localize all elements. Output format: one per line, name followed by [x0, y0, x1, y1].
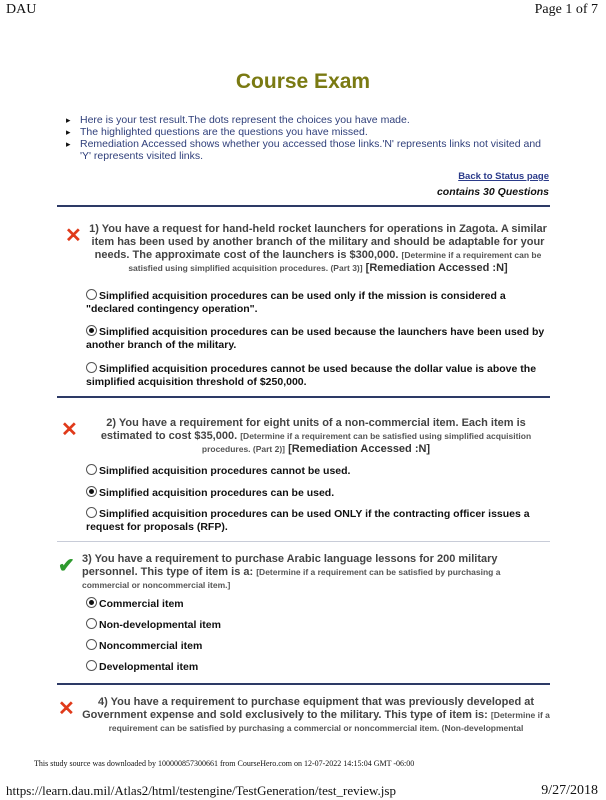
radio-button[interactable] — [86, 289, 97, 300]
page-number: Page 1 of 7 — [534, 2, 598, 17]
answer-option-selected[interactable] — [86, 486, 550, 500]
x-icon: ✕ — [65, 225, 82, 247]
radio-button[interactable] — [86, 639, 97, 650]
header-left: DAU — [6, 2, 37, 17]
answer-option[interactable] — [86, 464, 550, 478]
instruction-item: ▸ Remediation Accessed shows whether you accessed those links.'N' represents links not visited and 'Y' represents visited links. — [80, 138, 550, 162]
radio-button-selected[interactable] — [86, 325, 97, 336]
question-3-text — [82, 553, 550, 592]
option-label: Noncommercial item — [99, 640, 203, 652]
answer-option-selected[interactable] — [86, 325, 550, 352]
answer-option[interactable] — [86, 660, 550, 674]
checkmark-icon: ✔ — [58, 555, 75, 577]
divider — [57, 541, 550, 542]
answer-option-selected[interactable] — [86, 597, 550, 611]
question-hint: [Determine if a requirement can be satisfied by purchasing a commercial or noncommercial item. (Non-developmental — [108, 710, 550, 733]
question-count: contains 30 Questions — [436, 186, 549, 198]
option-label: Commercial item — [99, 598, 184, 610]
remediation-status: [Remediation Accessed :N] — [288, 443, 431, 455]
option-label: Simplified acquisition procedures cannot be used because the dollar value is above the simplified acquisition threshold of $250,000. — [86, 363, 537, 388]
question-hint: [Determine if a requirement can be satisfied using simplified acquisition procedures. (Part 3)] — [128, 250, 542, 273]
divider — [57, 396, 550, 398]
x-icon: ✕ — [61, 419, 78, 441]
print-date: 9/27/2018 — [541, 783, 598, 798]
question-text: 3) You have a requirement to purchase Arabic language lessons for 200 military personnel. This type of item is a: — [82, 553, 498, 578]
radio-button[interactable] — [86, 362, 97, 373]
x-icon: ✕ — [58, 698, 75, 720]
question-hint: [Determine if a requirement can be satisfied by purchasing a commercial or noncommercial item.] — [82, 567, 501, 590]
question-hint: [Determine if a requirement can be satisfied using simplified acquisition procedures. (Part 2)] — [201, 431, 532, 454]
radio-button[interactable] — [86, 464, 97, 475]
divider — [57, 205, 550, 207]
option-label: Developmental item — [99, 661, 199, 673]
question-2-text — [82, 417, 550, 456]
answer-option[interactable] — [86, 362, 550, 389]
radio-button-selected[interactable] — [86, 597, 97, 608]
answer-option[interactable] — [86, 618, 550, 632]
answer-option[interactable] — [86, 639, 550, 653]
answer-option[interactable] — [86, 289, 550, 316]
question-text: 4) You have a requirement to purchase equipment that was previously developed at Government expense and sold exclusively to the military. This type of item is: — [82, 696, 535, 721]
option-label: Simplified acquisition procedures cannot be used. — [99, 465, 351, 477]
question-text: 2) You have a requirement for eight units of a non-commercial item. Each item is estimated to cost $35,000. — [100, 417, 526, 442]
question-4-text — [82, 696, 550, 734]
back-to-status-link[interactable]: Back to Status page — [458, 171, 549, 182]
radio-button[interactable] — [86, 660, 97, 671]
instructions-list — [80, 114, 550, 162]
radio-button-selected[interactable] — [86, 486, 97, 497]
option-label: Simplified acquisition procedures can be used ONLY if the contracting officer issues a request for proposals (RFP). — [86, 508, 530, 533]
radio-button[interactable] — [86, 507, 97, 518]
page-url: https://learn.dau.mil/Atlas2/html/testengine/TestGeneration/test_review.jsp — [6, 783, 396, 798]
option-label: Simplified acquisition procedures can be used. — [99, 487, 335, 499]
page-title: Course Exam — [235, 70, 371, 93]
radio-button[interactable] — [86, 618, 97, 629]
divider — [57, 683, 550, 685]
instruction-item: ▸ The highlighted questions are the questions you have missed. — [80, 126, 550, 138]
option-label: Simplified acquisition procedures can be used because the launchers have been used by another branch of the military. — [86, 326, 545, 351]
option-label: Non-developmental item — [99, 619, 221, 631]
instruction-item: ▸ Here is your test result.The dots represent the choices you have made. — [80, 114, 550, 126]
question-1-text — [86, 223, 550, 275]
remediation-status: [Remediation Accessed :N] — [365, 262, 508, 274]
answer-option[interactable] — [86, 507, 550, 534]
download-notice: This study source was downloaded by 100000857300661 from CourseHero.com on 12-07-2022 14:15:04 GMT -06:00 — [34, 759, 415, 768]
option-label: Simplified acquisition procedures can be used only if the mission is considered a "declared contingency operation". — [86, 290, 506, 315]
question-text: 1) You have a request for hand-held rocket launchers for operations in Zagota. A similar item has been used by another branch of the military and should be adaptable for your needs. The approximate cost of the launchers is $300,000. — [89, 223, 547, 261]
